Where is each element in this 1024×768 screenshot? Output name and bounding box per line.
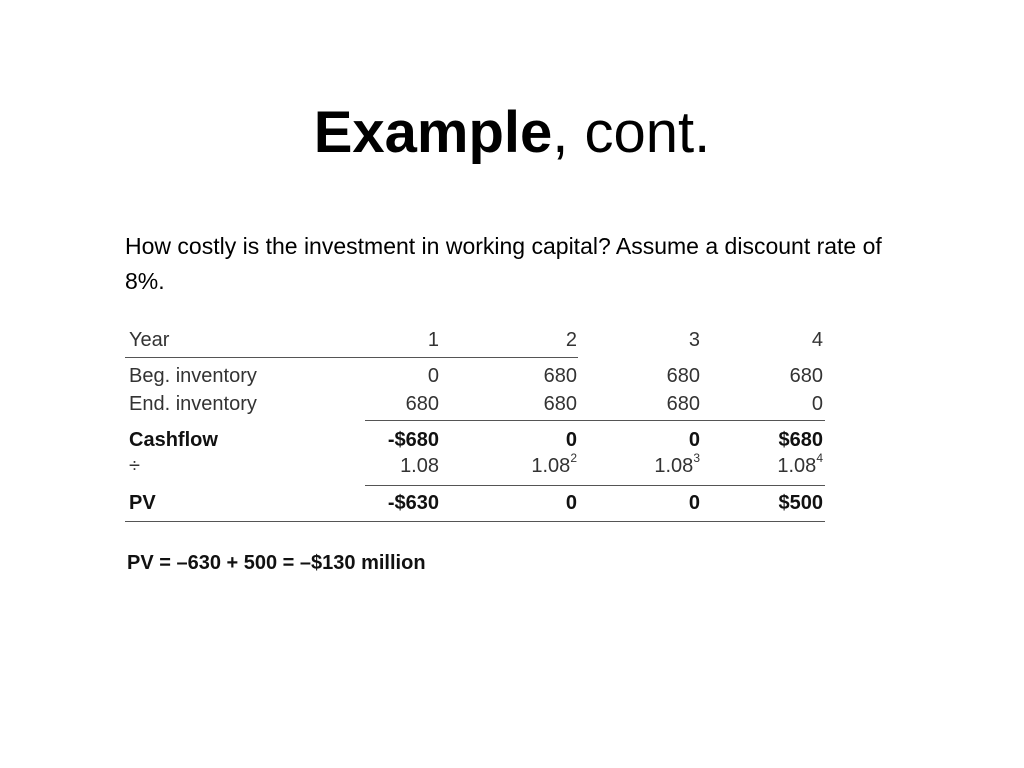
cell: 0 [688, 492, 700, 514]
cell: 680 [543, 393, 577, 415]
cashflow-table [125, 326, 825, 517]
row-label: End. inventory [129, 393, 257, 415]
cell: 0 [565, 429, 577, 451]
cell: 680 [405, 393, 439, 415]
cell: $680 [778, 429, 823, 451]
cell: 0 [427, 365, 439, 387]
header-year-2: 2 [565, 329, 577, 351]
discount-exponent: 3 [693, 451, 700, 466]
cashflow-divider [365, 485, 825, 486]
cell: -$680 [387, 429, 439, 451]
header-year-1: 1 [427, 329, 439, 351]
table-row [125, 452, 825, 480]
discount-exponent: 2 [570, 451, 577, 466]
pv-formula: PV = –630 + 500 = –$130 million [127, 552, 426, 574]
table-row [125, 362, 825, 390]
cell [654, 452, 700, 480]
cell [400, 452, 439, 480]
header-year-4: 4 [811, 329, 823, 351]
title-bold: Example [313, 100, 553, 165]
question-text: How costly is the investment in working capital? Assume a discount rate of 8%. [125, 233, 882, 294]
cell: 0 [688, 429, 700, 451]
cell: 0 [811, 393, 823, 415]
cell: -$630 [387, 492, 439, 514]
header-label: Year [129, 329, 170, 351]
discount-base: 1.08 [531, 455, 571, 477]
row-label: Cashflow [129, 429, 218, 451]
inventory-divider [365, 420, 825, 421]
discount-base: 1.08 [777, 455, 817, 477]
cell: 680 [666, 365, 700, 387]
table-header-row [125, 326, 825, 354]
discount-base: 1.08 [400, 455, 439, 477]
cell: 680 [666, 393, 700, 415]
discount-exponent: 4 [816, 451, 823, 466]
title-rest: , cont. [552, 100, 711, 165]
cell: 680 [543, 365, 577, 387]
row-label: PV [129, 492, 156, 514]
cell: 680 [789, 365, 823, 387]
table-bottom-rule [125, 521, 825, 522]
table-row [125, 390, 825, 418]
header-divider [125, 357, 578, 358]
cell: $500 [778, 492, 823, 514]
row-label: Beg. inventory [129, 365, 257, 387]
slide-title [0, 98, 1024, 168]
table-row [125, 426, 825, 454]
discount-base: 1.08 [654, 455, 694, 477]
cell [531, 452, 577, 480]
cell [777, 452, 823, 480]
divide-sign: ÷ [129, 455, 140, 477]
cell: 0 [565, 492, 577, 514]
header-year-3: 3 [688, 329, 700, 351]
table-row [125, 489, 825, 517]
